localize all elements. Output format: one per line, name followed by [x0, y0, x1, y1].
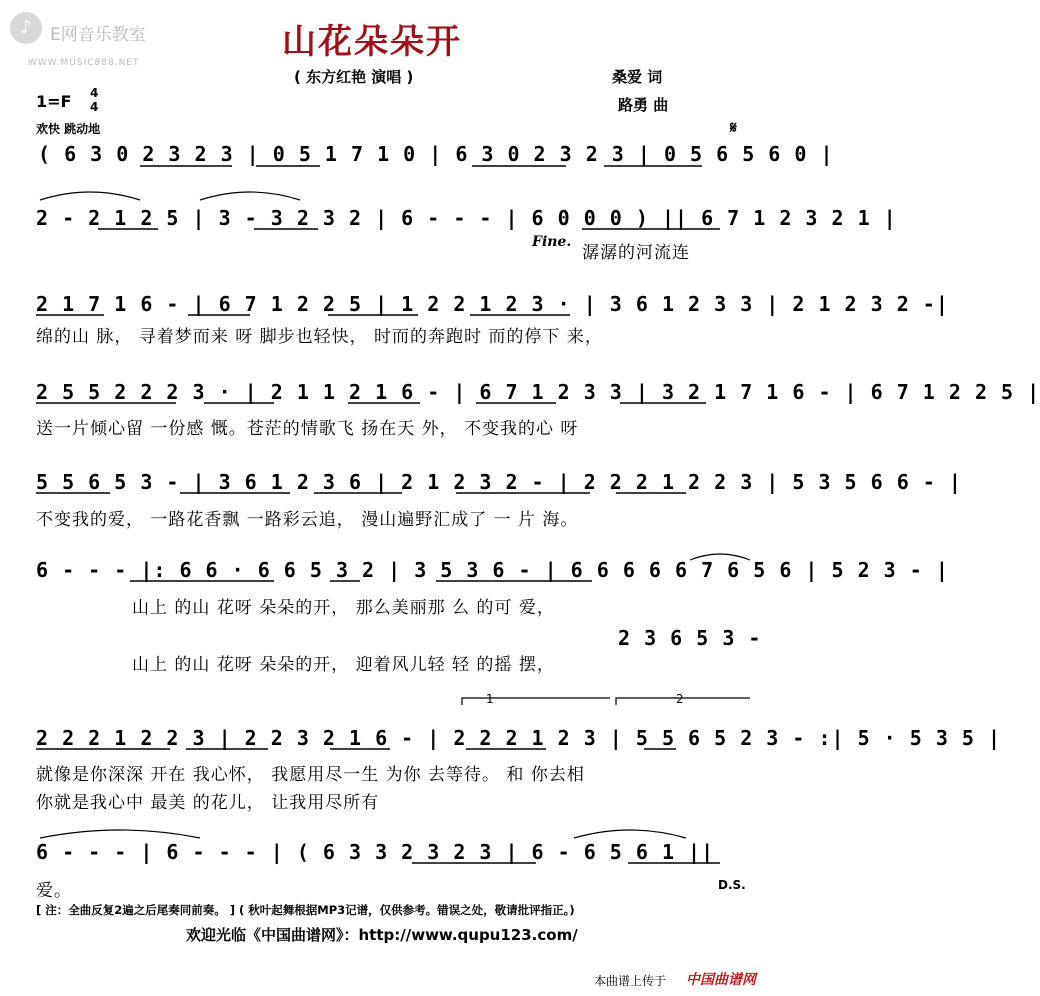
volta-2: 2	[676, 692, 684, 706]
time-signature-top: 4	[90, 86, 99, 100]
welcome-line: 欢迎光临《中国曲谱网》：http://www.qupu123.com/	[186, 926, 578, 944]
score-row-3: 2 1 7 1 6 - | 6 7 1 2 2 5 | 1 2 2 1 2 3 · | 3 6 1 2 3 3 | 2 1 2 3 2 -|	[36, 292, 949, 316]
lyrics-row-9: 爱。	[36, 881, 72, 901]
time-signature-bottom: 4	[90, 100, 99, 114]
score-row-4: 2 5 5 2 2 2 3 · | 2 1 1 2 1 6 - | 6 7 1 2 3 3 | 3 2 1 7 1 6 - | 6 7 1 2 2 5 |	[36, 380, 1040, 404]
score-notes: [ 注：全曲反复2遍之后尾奏同前奏。 ] ( 秋叶起舞根据MP3记谱，仅供参考。错误之处，敬请批评指正。)	[36, 903, 575, 917]
volta-1: 1	[486, 692, 494, 706]
score-row-1: ( 6 3 0 2 3 2 3 | 0 5 1 7 1 0 | 6 3 0 2 3 2 3 | 0 5 6 5 6 0 |	[38, 142, 834, 166]
score-row-7-alt: 2 3 6 5 3 -	[618, 626, 762, 650]
score-row-9: 6 - - - | 6 - - - | ( 6 3 3 2 3 2 3 | 6 - 6 5 6 1 ||	[36, 840, 715, 864]
upload-prefix: 本曲谱上传于	[594, 974, 667, 988]
lyrics-row-4: 送一片倾心留 一份感 慨。苍茫的情歌飞 扬在天 外， 不变我的心 呀	[36, 419, 579, 439]
lyrics-row-2: 潺潺的河流连	[582, 243, 690, 263]
ds-marking: D.S.	[718, 878, 746, 892]
upload-brand: 中国曲谱网	[686, 972, 756, 988]
site-watermark: E网音乐教室	[50, 25, 146, 45]
fine-marking: Fine.	[532, 234, 572, 250]
site-url-watermark: WWW.MUSIC888.NET	[28, 58, 140, 68]
score-row-8: 2 2 2 1 2 2 3 | 2 2 3 2 1 6 - | 2 2 2 1 2 3 | 5 5 6 5 2 3 - :| 5 · 5 3 5 |	[36, 726, 1002, 750]
lyrics-row-8: 就像是你深深 开在 我心怀， 我愿用尽一生 为你 去等待。 和 你去相	[36, 765, 585, 785]
song-title: 山花朵朵开	[282, 22, 462, 62]
key-signature: 1=F	[36, 92, 72, 111]
performer: ( 东方红艳 演唱 )	[294, 68, 414, 86]
lyricist: 桑爱 词	[612, 68, 663, 86]
lyrics-row-8b: 你就是我心中 最美 的花儿， 让我用尽所有	[36, 793, 380, 813]
lyrics-row-3: 绵的山 脉， 寻着梦而来 呀 脚步也轻快， 时而的奔跑时 而的停下 来，	[36, 327, 603, 347]
score-row-2: 2 - 2 1 2 5 | 3 - 3 2 3 2 | 6 - - - | 6 0 0 0 ) || 6 7 1 2 3 2 1 |	[36, 206, 897, 230]
composer: 路勇 曲	[618, 96, 669, 114]
score-row-6: 6 - - - |: 6 6 · 6 6 5 3 2 | 3 5 3 6 - | 6 6 6 6 6 7 6 5 6 | 5 2 3 - |	[36, 558, 949, 582]
segno-sign: 𝄋	[730, 118, 737, 137]
lyrics-row-5: 不变我的爱， 一路花香飘 一路彩云追， 漫山遍野汇成了 一 片 海。	[36, 510, 579, 530]
lyrics-row-6: 山上 的山 花呀 朵朵的开， 那么美丽那 么 的可 爱，	[132, 598, 555, 618]
tempo-marking: 欢快 跳动地	[36, 122, 101, 136]
lyrics-row-7: 山上 的山 花呀 朵朵的开， 迎着风儿轻 轻 的摇 摆，	[132, 655, 555, 675]
score-row-5: 5 5 6 5 3 - | 3 6 1 2 3 6 | 2 1 2 3 2 - | 2 2 2 1 2 2 3 | 5 3 5 6 6 - |	[36, 470, 962, 494]
site-logo: ♪	[10, 12, 42, 44]
